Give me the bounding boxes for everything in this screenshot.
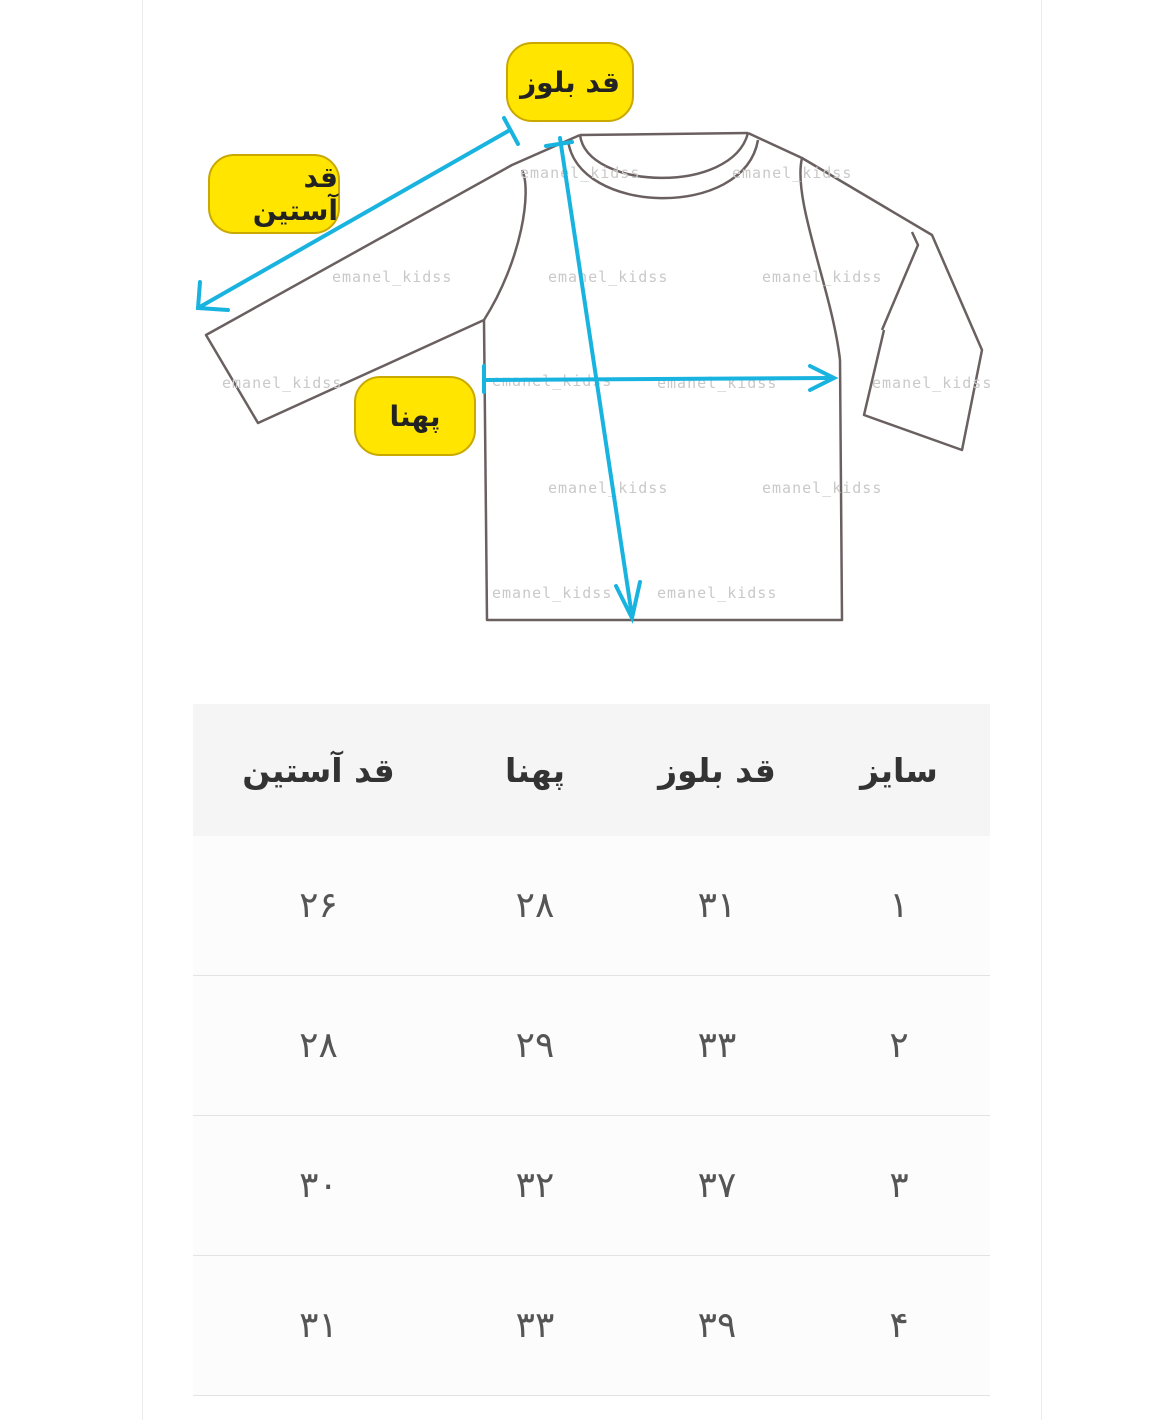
cell-sleeve-length: ۲۶ [193, 836, 444, 976]
size-table [193, 704, 990, 1396]
header-sleeve-length: قد آستین [193, 704, 444, 836]
cell-sleeve-length: ۳۰ [193, 1116, 444, 1256]
cell-width: ۲۹ [444, 976, 626, 1116]
size-guide-diagram [192, 30, 992, 630]
svg-text:emanel_kidss: emanel_kidss [762, 479, 883, 497]
cell-size: ۴ [808, 1256, 990, 1396]
svg-text:emanel_kidss: emanel_kidss [872, 374, 992, 392]
svg-text:emanel_kidss: emanel_kidss [762, 268, 883, 286]
svg-text:emanel_kidss: emanel_kidss [520, 164, 641, 182]
cell-width: ۲۸ [444, 836, 626, 976]
cell-width: ۳۲ [444, 1116, 626, 1256]
cell-blouse-length: ۳۷ [626, 1116, 808, 1256]
svg-text:emanel_kidss: emanel_kidss [332, 268, 453, 286]
svg-text:emanel_kidss: emanel_kidss [548, 479, 669, 497]
svg-text:emanel_kidss: emanel_kidss [492, 372, 613, 390]
body-outline [484, 320, 842, 620]
table-row [193, 976, 990, 1116]
cell-width: ۳۳ [444, 1256, 626, 1396]
table-row [193, 1256, 990, 1396]
cell-size: ۳ [808, 1116, 990, 1256]
width-label: پهنا [354, 376, 476, 456]
header-size: سایز [808, 704, 990, 836]
cell-sleeve-length: ۳۱ [193, 1256, 444, 1396]
cell-size: ۲ [808, 976, 990, 1116]
header-width: پهنا [444, 704, 626, 836]
cell-blouse-length: ۳۱ [626, 836, 808, 976]
svg-text:emanel_kidss: emanel_kidss [492, 584, 613, 602]
svg-text:emanel_kidss: emanel_kidss [222, 374, 343, 392]
table-header-row [193, 704, 990, 836]
sleeve-length-label: قد آستین [208, 154, 340, 234]
svg-text:emanel_kidss: emanel_kidss [657, 584, 778, 602]
blouse-length-label: قد بلوز [506, 42, 634, 122]
svg-text:emanel_kidss: emanel_kidss [732, 164, 853, 182]
cell-blouse-length: ۳۳ [626, 976, 808, 1116]
svg-text:emanel_kidss: emanel_kidss [657, 374, 778, 392]
header-blouse-length: قد بلوز [626, 704, 808, 836]
width-arrow [484, 378, 832, 380]
cell-blouse-length: ۳۹ [626, 1256, 808, 1396]
svg-text:emanel_kidss: emanel_kidss [548, 268, 669, 286]
table-row [193, 836, 990, 976]
cell-size: ۱ [808, 836, 990, 976]
table-row [193, 1116, 990, 1256]
cell-sleeve-length: ۲۸ [193, 976, 444, 1116]
